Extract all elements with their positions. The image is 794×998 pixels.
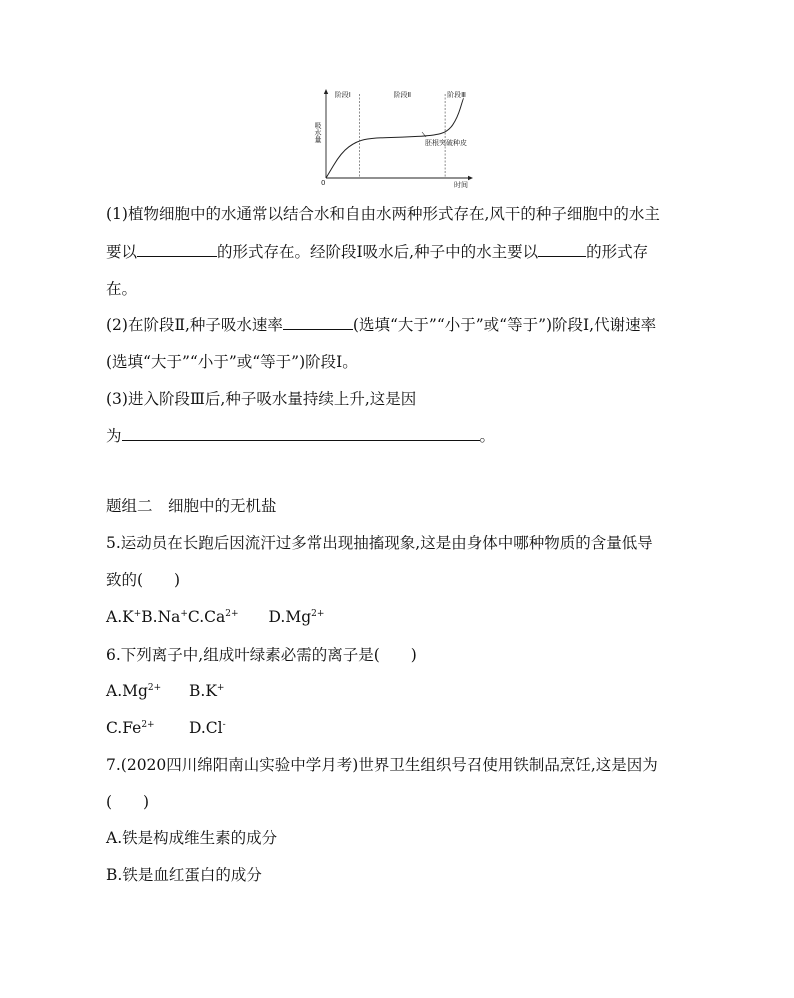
q7-option-a[interactable] <box>106 828 277 848</box>
q6-option-a[interactable] <box>106 681 189 701</box>
q3-line-2 <box>106 426 495 446</box>
q3-text-1: (3)进入阶段Ⅲ后,种子吸水量持续上升,这是因 <box>106 390 417 408</box>
q2-line-1 <box>106 315 656 335</box>
q3-line-1 <box>106 389 416 409</box>
q2-blank-1[interactable] <box>283 315 353 330</box>
q5-option-b-text: B.Na <box>141 608 181 626</box>
q7-option-b-text: B.铁是血红蛋白的成分 <box>106 866 262 884</box>
section-title-text: 题组二 细胞中的无机盐 <box>106 497 277 515</box>
q6-stem <box>106 645 417 665</box>
q1-line-3 <box>106 279 137 299</box>
q6-option-d-text: D.Cl <box>189 719 223 737</box>
q2-text-1b: (选填“大于”“小于”或“等于”)阶段Ⅰ,代谢速率 <box>352 316 657 334</box>
q2-text-1a: (2)在阶段Ⅱ,种子吸水速率 <box>106 316 283 334</box>
q5-option-a-sup: + <box>133 608 142 619</box>
q6-option-b-text: B.K <box>189 682 217 700</box>
stage-label-1: 阶段Ⅰ <box>334 91 351 99</box>
q6-option-b[interactable] <box>189 681 224 701</box>
q1-text-3: 在。 <box>106 280 138 298</box>
q1-line-1 <box>106 204 660 224</box>
absorption-curve <box>326 98 463 178</box>
q1-text-1: (1)植物细胞中的水通常以结合水和自由水两种形式存在,风干的种子细胞中的水主 <box>106 205 660 223</box>
origin-label: 0 <box>321 179 326 187</box>
q6-option-d-sup: - <box>222 719 226 730</box>
q7-option-a-text: A.铁是构成维生素的成分 <box>106 829 278 847</box>
q6-options-row-2 <box>106 718 226 738</box>
q6-option-c-sup: 2+ <box>141 719 155 730</box>
q6-stem-text: 6.下列离子中,组成叶绿素必需的离子是( ) <box>106 646 417 664</box>
q5-stem-text-1: 5.运动员在长跑后因流汗过多常出现抽搐现象,这是由身体中哪种物质的含量低导 <box>106 534 653 552</box>
x-axis-arrow <box>468 176 473 180</box>
q5-options <box>106 607 324 627</box>
q5-option-c-text: C.Ca <box>187 608 226 626</box>
q6-option-c[interactable] <box>106 718 189 738</box>
y-axis-arrow <box>324 89 328 94</box>
q6-options-row-1 <box>106 681 224 701</box>
q1-text-2a: 要以 <box>106 243 138 261</box>
x-axis-label: 时间 <box>454 181 468 189</box>
q1-blank-2[interactable] <box>538 242 586 257</box>
q1-text-2b: 的形式存在。经阶段Ⅰ吸水后,种子中的水主要以 <box>217 243 539 261</box>
q6-option-d[interactable] <box>189 718 226 738</box>
q5-option-b-sup: + <box>180 608 188 619</box>
q5-option-c[interactable] <box>188 607 239 627</box>
q6-option-a-sup: 2+ <box>147 682 162 693</box>
q5-option-d-text: D.Mg <box>268 608 312 626</box>
q5-option-d-sup: 2+ <box>311 608 325 619</box>
q3-text-2a: 为 <box>106 427 122 445</box>
y-axis-label: 吸水量 <box>314 122 322 143</box>
q5-option-c-sup: 2+ <box>225 608 239 619</box>
q6-option-b-sup: + <box>216 682 225 693</box>
q1-blank-1[interactable] <box>137 242 217 257</box>
water-absorption-chart <box>314 88 478 190</box>
q5-stem-text-2: 致的( ) <box>106 571 181 589</box>
q2-line-2 <box>106 352 358 372</box>
section-title <box>106 496 277 516</box>
q7-stem-text-2: ( ) <box>106 793 150 811</box>
stage-label-2: 阶段Ⅱ <box>393 91 412 99</box>
q5-option-b[interactable] <box>141 607 188 627</box>
q7-stem-text-1: 7.(2020四川绵阳南山实验中学月考)世界卫生组织号召使用铁制品烹饪,这是因为 <box>106 756 658 774</box>
q1-text-2c: 的形式存 <box>586 243 649 261</box>
q5-option-a-text: A.K <box>106 608 134 626</box>
q7-option-b[interactable] <box>106 865 262 885</box>
q5-stem-1 <box>106 533 653 553</box>
q1-line-2 <box>106 242 648 262</box>
q5-stem-2 <box>106 570 180 590</box>
q6-option-a-text: A.Mg <box>106 682 148 700</box>
q3-text-2b: 。 <box>479 427 496 445</box>
q5-option-a[interactable] <box>106 607 141 627</box>
annotation-label: 胚根突破种皮 <box>425 139 467 147</box>
q2-text-2: (选填“大于”“小于”或“等于”)阶段Ⅰ。 <box>106 353 358 371</box>
q7-stem-2 <box>106 792 149 812</box>
q6-option-c-text: C.Fe <box>106 719 142 737</box>
q5-option-d[interactable] <box>269 607 325 627</box>
stage-label-3: 阶段Ⅲ <box>447 91 466 99</box>
q3-blank[interactable] <box>122 426 480 441</box>
q7-stem-1 <box>106 755 658 775</box>
